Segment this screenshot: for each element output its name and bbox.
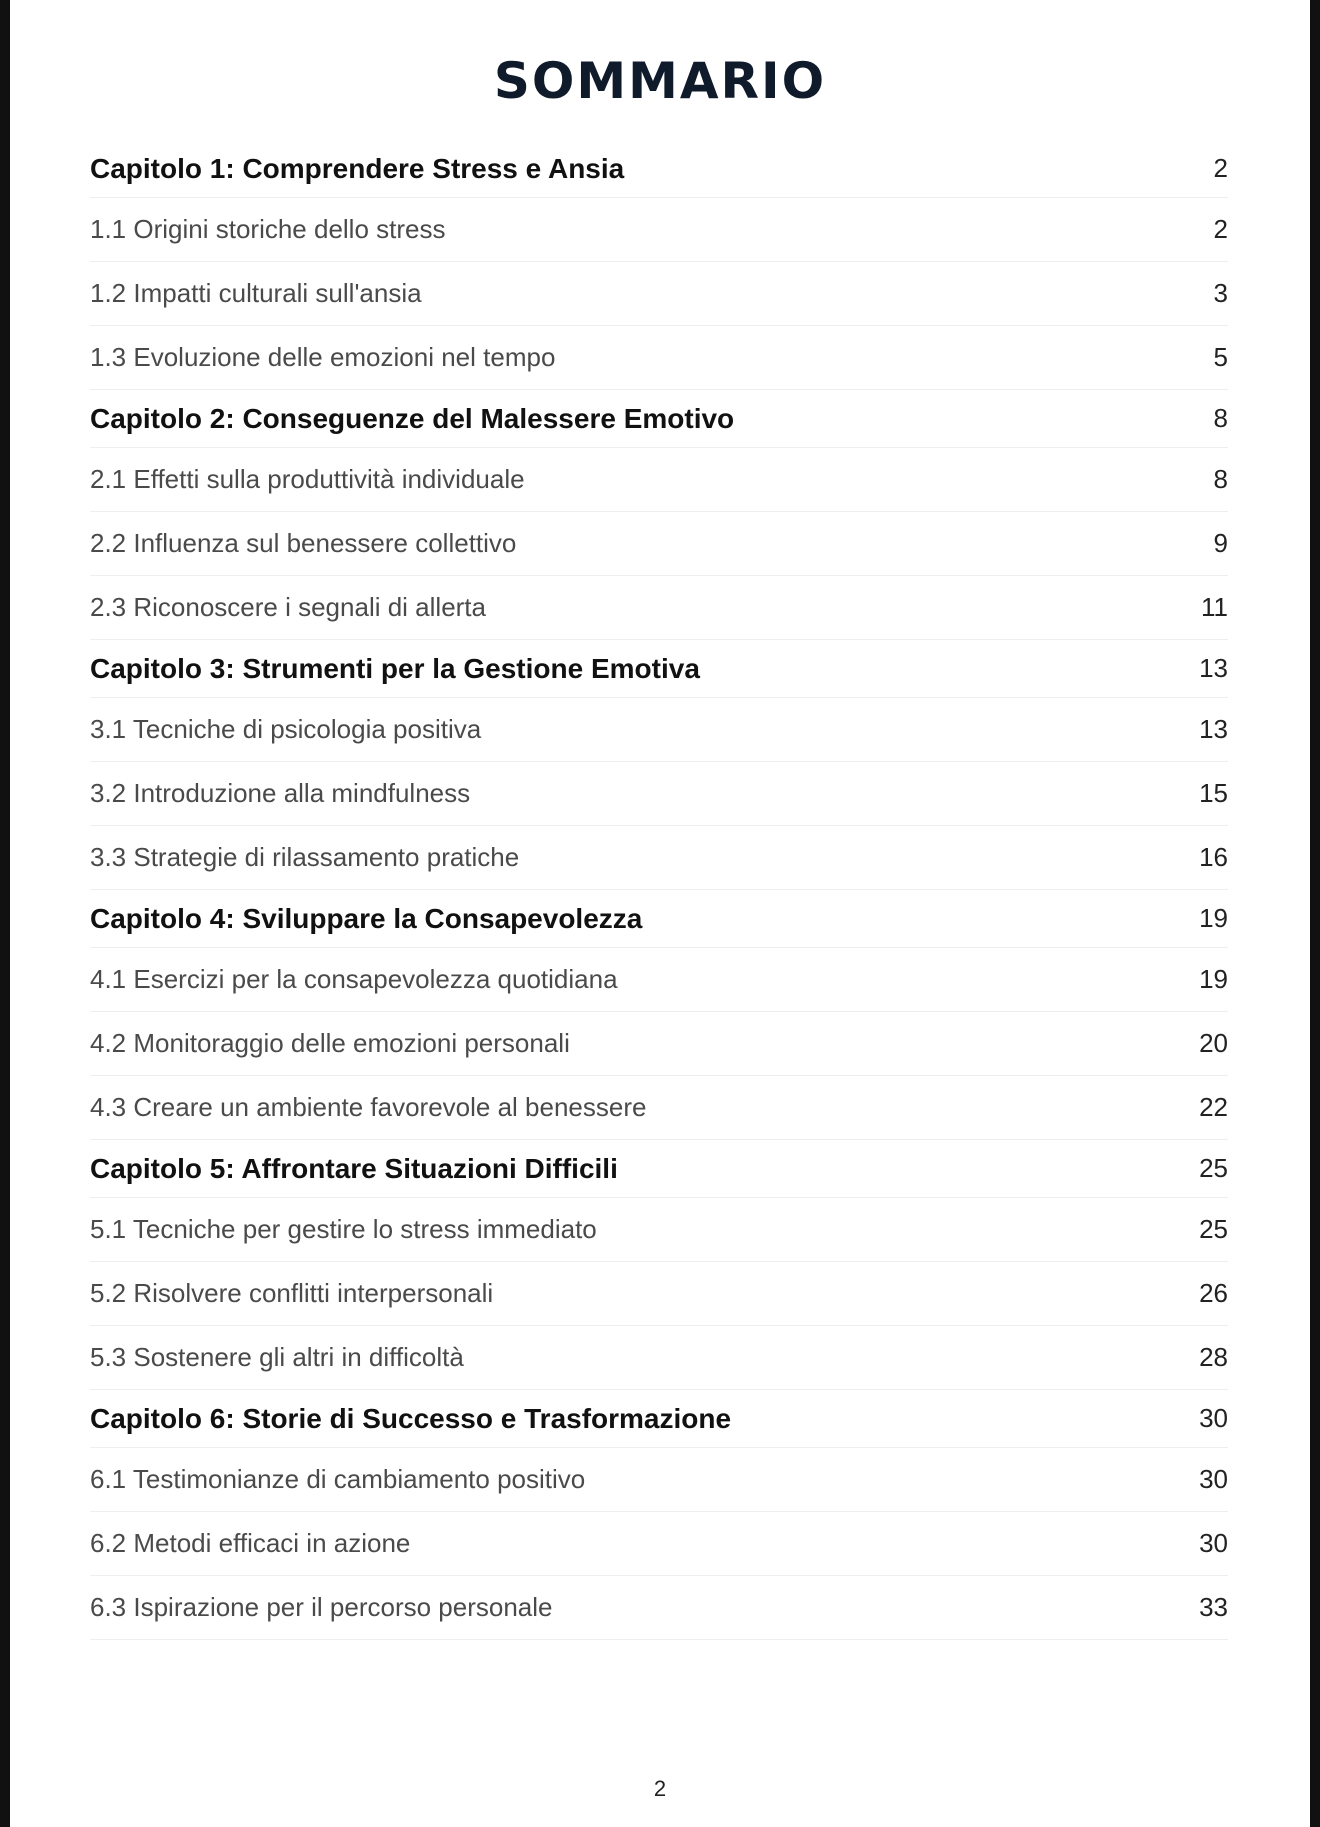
toc-page-number: 30 — [1199, 1528, 1228, 1558]
toc-section-row[interactable] — [90, 698, 1228, 762]
toc-entry-label: 6.3 Ispirazione per il percorso personale — [90, 1592, 553, 1622]
toc-page-number: 13 — [1199, 653, 1228, 683]
toc-section-row[interactable] — [90, 1012, 1228, 1076]
toc-section-row[interactable] — [90, 512, 1228, 576]
toc-page-number: 19 — [1199, 964, 1228, 994]
toc-page-number: 13 — [1199, 714, 1228, 744]
toc-section-row[interactable] — [90, 1326, 1228, 1390]
toc-entry-label: 6.2 Metodi efficaci in azione — [90, 1528, 411, 1558]
page-edge-left — [0, 0, 10, 1827]
toc-page-number: 11 — [1201, 592, 1228, 622]
toc-chapter-row[interactable] — [90, 890, 1228, 948]
toc-section-row[interactable] — [90, 1262, 1228, 1326]
toc-page-number: 3 — [1213, 278, 1228, 308]
toc-page-number: 25 — [1199, 1214, 1228, 1244]
toc-page-number: 19 — [1199, 903, 1228, 933]
toc-entry-label: Capitolo 4: Sviluppare la Consapevolezza — [90, 902, 643, 934]
toc-chapter-row[interactable] — [90, 640, 1228, 698]
toc-page-number: 25 — [1199, 1153, 1228, 1183]
toc-entry-label: Capitolo 2: Conseguenze del Malessere Emotivo — [90, 402, 735, 434]
toc-chapter-row[interactable] — [90, 140, 1228, 198]
page-edge-right — [1310, 0, 1320, 1827]
toc-section-row[interactable] — [90, 1448, 1228, 1512]
toc-page-number: 33 — [1199, 1592, 1228, 1622]
toc-entry-label: 2.3 Riconoscere i segnali di allerta — [90, 592, 486, 622]
toc-section-row[interactable] — [90, 1512, 1228, 1576]
toc-page-number: 26 — [1199, 1278, 1228, 1308]
toc-entry-label: 2.2 Influenza sul benessere collettivo — [90, 528, 517, 558]
table-of-contents — [90, 140, 1228, 1640]
toc-entry-label: 5.3 Sostenere gli altri in difficoltà — [90, 1342, 464, 1372]
toc-chapter-row[interactable] — [90, 390, 1228, 448]
toc-page-number: 15 — [1199, 778, 1228, 808]
toc-chapter-row[interactable] — [90, 1140, 1228, 1198]
toc-entry-label: 1.1 Origini storiche dello stress — [90, 214, 446, 244]
toc-entry-label: Capitolo 6: Storie di Successo e Trasformazione — [90, 1402, 732, 1434]
toc-chapter-row[interactable] — [90, 1390, 1228, 1448]
toc-entry-label: 3.2 Introduzione alla mindfulness — [90, 778, 471, 808]
toc-section-row[interactable] — [90, 1576, 1228, 1640]
toc-page-number: 8 — [1213, 403, 1228, 433]
toc-entry-label: 6.1 Testimonianze di cambiamento positivo — [90, 1464, 586, 1494]
toc-entry-label: 1.2 Impatti culturali sull'ansia — [90, 278, 422, 308]
toc-entry-label: 5.2 Risolvere conflitti interpersonali — [90, 1278, 494, 1308]
toc-entry-label: Capitolo 5: Affrontare Situazioni Difficili — [90, 1152, 618, 1184]
toc-entry-label: 4.3 Creare un ambiente favorevole al benessere — [90, 1092, 647, 1122]
toc-page-number: 22 — [1199, 1092, 1228, 1122]
toc-section-row[interactable] — [90, 762, 1228, 826]
toc-entry-label: 4.2 Monitoraggio delle emozioni personali — [90, 1028, 570, 1058]
toc-section-row[interactable] — [90, 948, 1228, 1012]
toc-section-row[interactable] — [90, 198, 1228, 262]
toc-page-number: 30 — [1199, 1403, 1228, 1433]
toc-page-number: 28 — [1199, 1342, 1228, 1372]
toc-section-row[interactable] — [90, 448, 1228, 512]
toc-section-row[interactable] — [90, 262, 1228, 326]
toc-page-number: 9 — [1213, 528, 1228, 558]
toc-page-number: 30 — [1199, 1464, 1228, 1494]
toc-entry-label: Capitolo 1: Comprendere Stress e Ansia — [90, 152, 625, 184]
toc-entry-label: Capitolo 3: Strumenti per la Gestione Emotiva — [90, 652, 700, 684]
toc-page-number: 20 — [1199, 1028, 1228, 1058]
footer-page-number: 2 — [653, 1776, 667, 1801]
toc-entry-label: 2.1 Effetti sulla produttività individuale — [90, 464, 525, 494]
toc-entry-label: 3.1 Tecniche di psicologia positiva — [90, 714, 482, 744]
toc-section-row[interactable] — [90, 576, 1228, 640]
toc-section-row[interactable] — [90, 1198, 1228, 1262]
toc-page-number: 2 — [1213, 214, 1228, 244]
toc-page-number: 16 — [1199, 842, 1228, 872]
toc-section-row[interactable] — [90, 1076, 1228, 1140]
toc-entry-label: 3.3 Strategie di rilassamento pratiche — [90, 842, 520, 872]
toc-page-number: 8 — [1213, 464, 1228, 494]
page-title: SOMMARIO — [493, 52, 827, 110]
toc-page-number: 2 — [1213, 153, 1228, 183]
toc-entry-label: 4.1 Esercizi per la consapevolezza quotidiana — [90, 964, 618, 994]
toc-entry-label: 5.1 Tecniche per gestire lo stress immediato — [90, 1214, 597, 1244]
toc-entry-label: 1.3 Evoluzione delle emozioni nel tempo — [90, 342, 556, 372]
toc-page-number: 5 — [1213, 342, 1228, 372]
toc-section-row[interactable] — [90, 326, 1228, 390]
toc-section-row[interactable] — [90, 826, 1228, 890]
